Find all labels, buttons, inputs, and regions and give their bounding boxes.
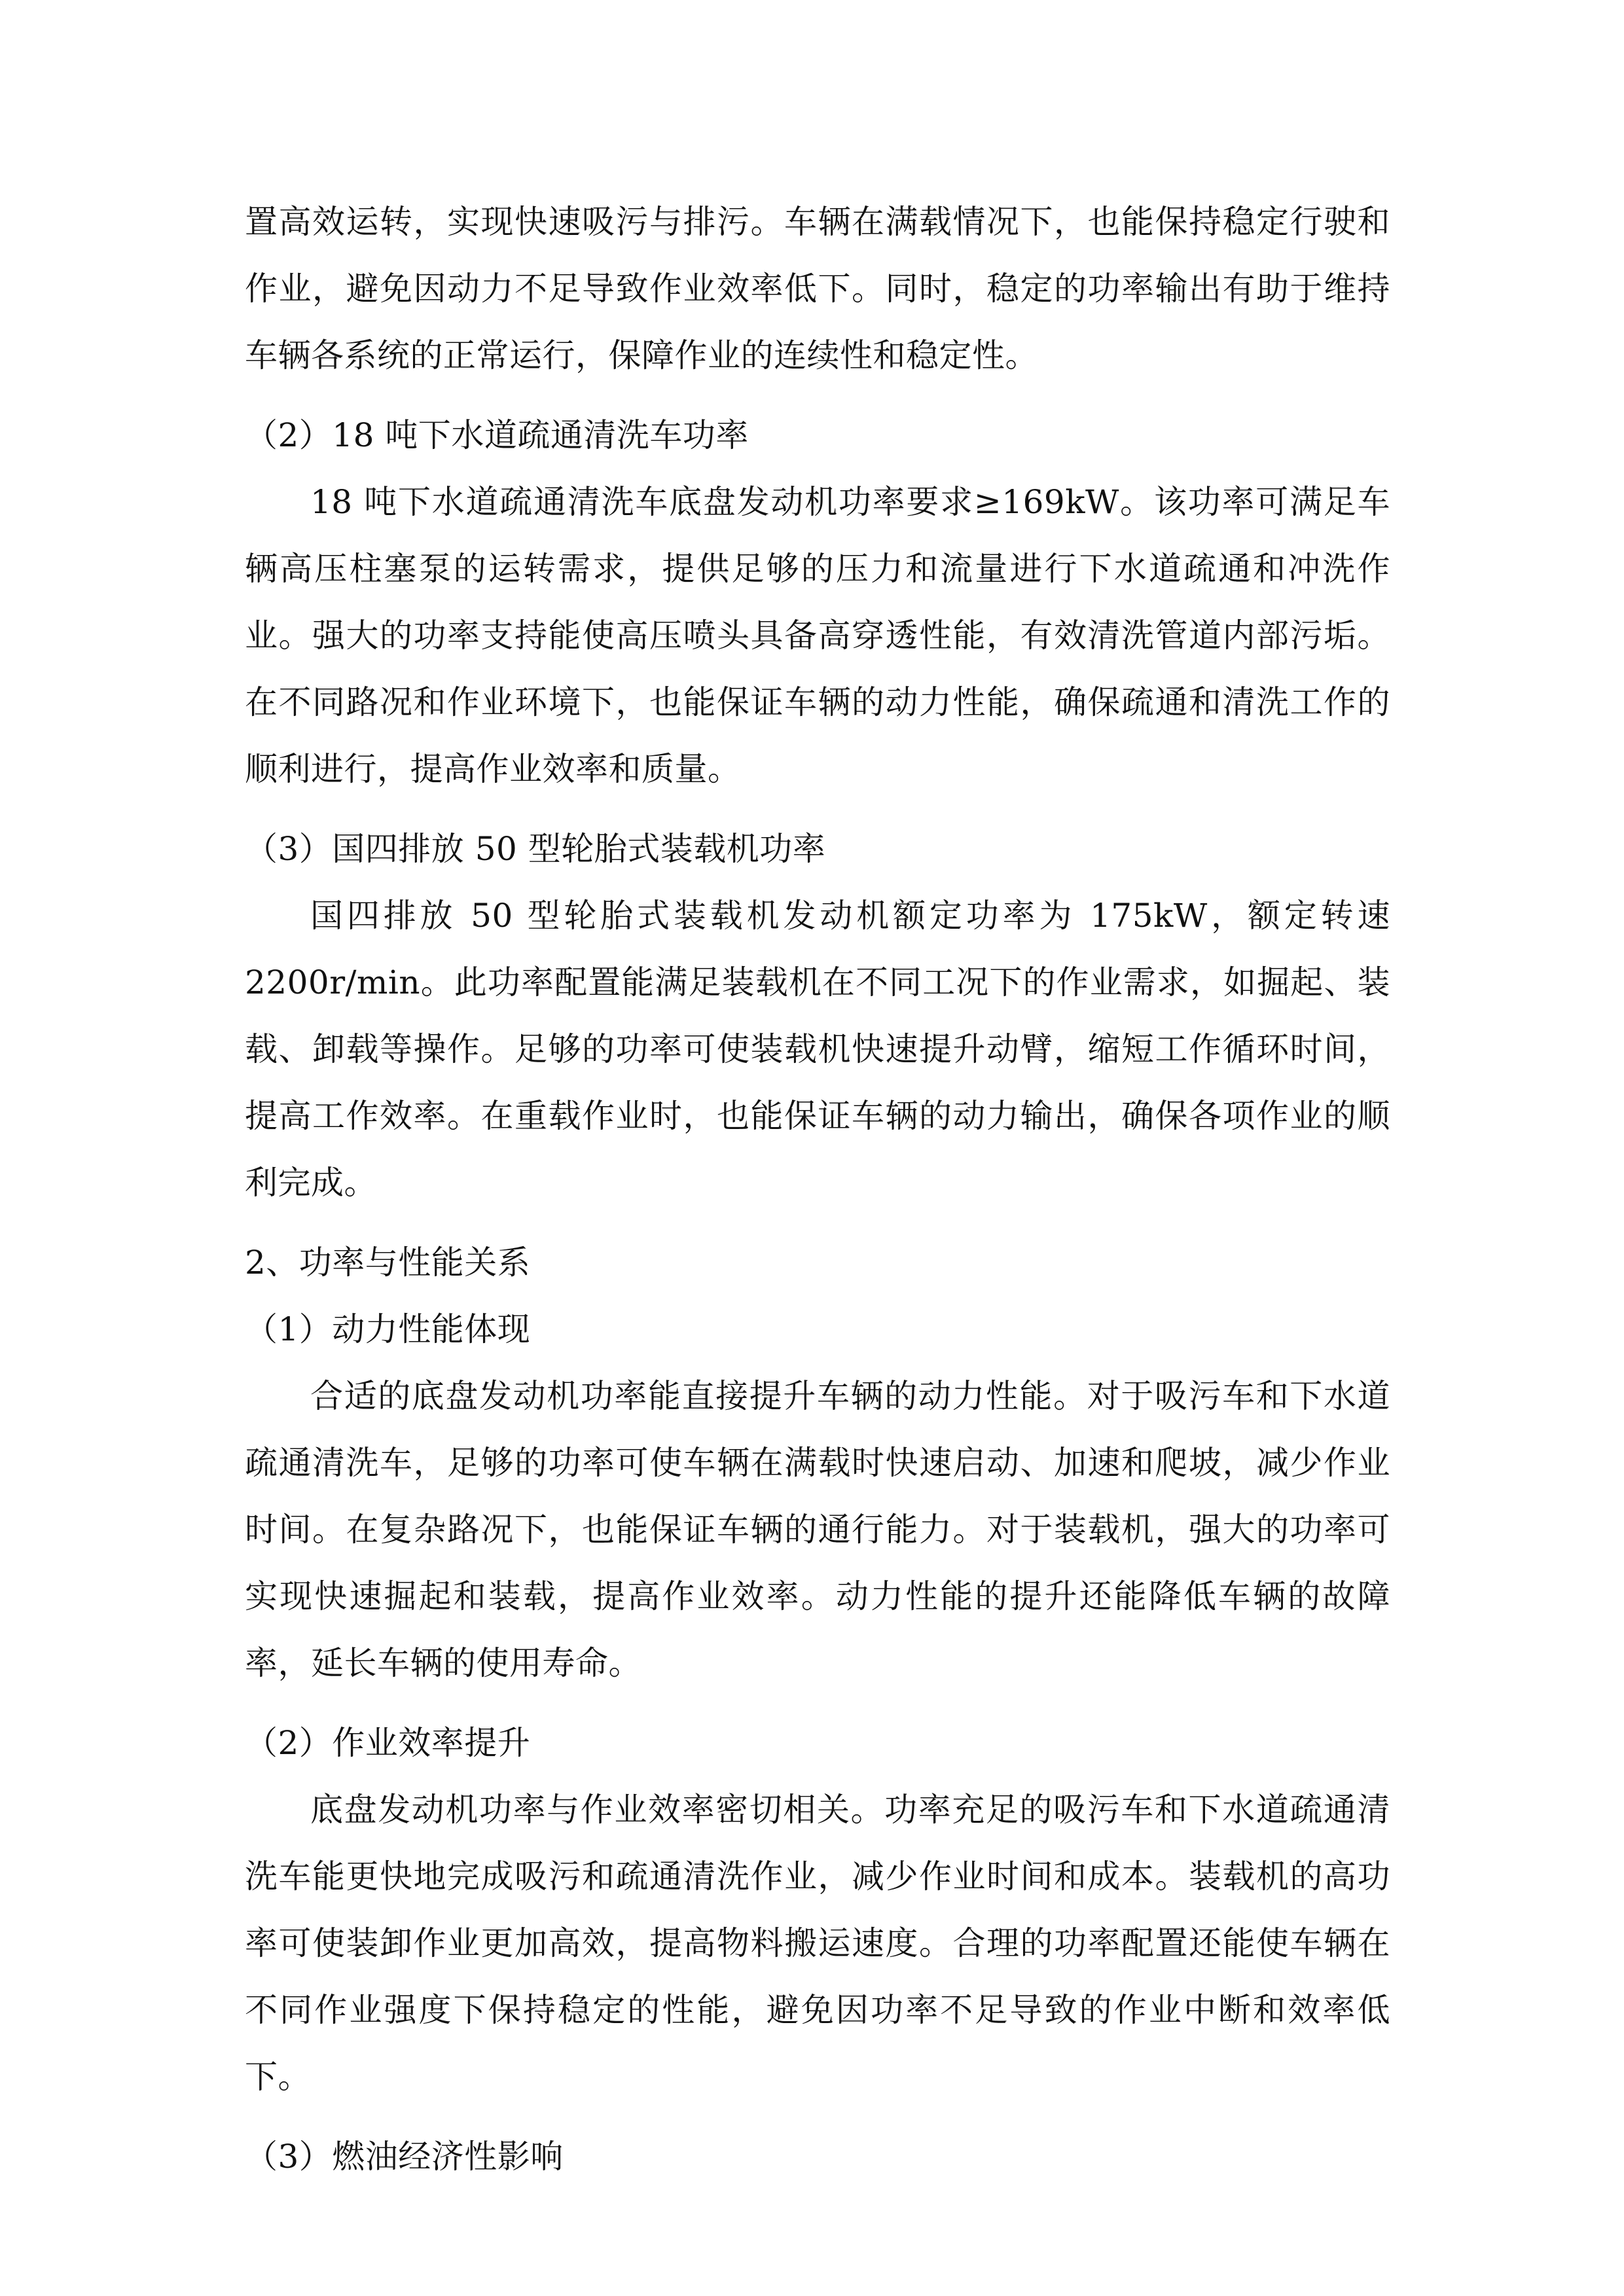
paragraph-18t-sewer-cleaner-power: 18 吨下水道疏通清洗车底盘发动机功率要求≥169kW。该功率可满足车辆高压柱塞泵的运转需求，提供足够的压力和流量进行下水道疏通和冲洗作业。强大的功率支持能使高压喷头具备高穿透性能，有效清洗管道内部污垢。在不同路况和作业环境下，也能保证车辆的动力性能，确保疏通和清洗工作的顺利进行，提高作业效率和质量。 xyxy=(245,483,1390,788)
paragraph-power-stability-continuation: 置高效运转，实现快速吸污与排污。车辆在满载情况下，也能保持稳定行驶和作业，避免因动力不足导致作业效率低下。同时，稳定的功率输出有助于维持车辆各系统的正常运行，保障作业的连续性和稳定性。 xyxy=(245,203,1390,374)
document-body xyxy=(245,188,1390,2190)
section-heading-power-performance: 2、功率与性能关系 xyxy=(245,1244,531,1282)
subheading-fuel-economy: （3）燃油经济性影响 xyxy=(245,2138,564,2176)
paragraph-efficiency-improvement: 底盘发动机功率与作业效率密切相关。功率充足的吸污车和下水道疏通清洗车能更快地完成吸污和疏通清洗作业，减少作业时间和成本。装载机的高功率可使装卸作业更加高效，提高物料搬运速度。合理的功率配置还能使车辆在不同作业强度下保持稳定的性能，避免因功率不足导致的作业中断和效率低下。 xyxy=(245,1791,1390,2096)
paragraph-dynamic-performance: 合适的底盘发动机功率能直接提升车辆的动力性能。对于吸污车和下水道疏通清洗车，足够的功率可使车辆在满载时快速启动、加速和爬坡，减少作业时间。在复杂路况下，也能保证车辆的通行能力。对于装载机，强大的功率可实现快速掘起和装载，提高作业效率。动力性能的提升还能降低车辆的故障率，延长车辆的使用寿命。 xyxy=(245,1377,1390,1682)
subheading-dynamic-performance: （1）动力性能体现 xyxy=(245,1310,531,1348)
subheading-18t-sewer-cleaner-power: （2）18 吨下水道疏通清洗车功率 xyxy=(245,416,749,454)
paragraph-loader-power: 国四排放 50 型轮胎式装载机发动机额定功率为 175kW，额定转速 2200r/min。此功率配置能满足装载机在不同工况下的作业需求，如掘起、装载、卸载等操作。足够的功率可使装载机快速提升动臂，缩短工作循环时间，提高工作效率。在重载作业时，也能保证车辆的动力输出，确保各项作业的顺利完成。 xyxy=(245,897,1390,1202)
subheading-efficiency-improvement: （2）作业效率提升 xyxy=(245,1724,531,1762)
subheading-loader-power: （3）国四排放 50 型轮胎式装载机功率 xyxy=(245,830,826,868)
